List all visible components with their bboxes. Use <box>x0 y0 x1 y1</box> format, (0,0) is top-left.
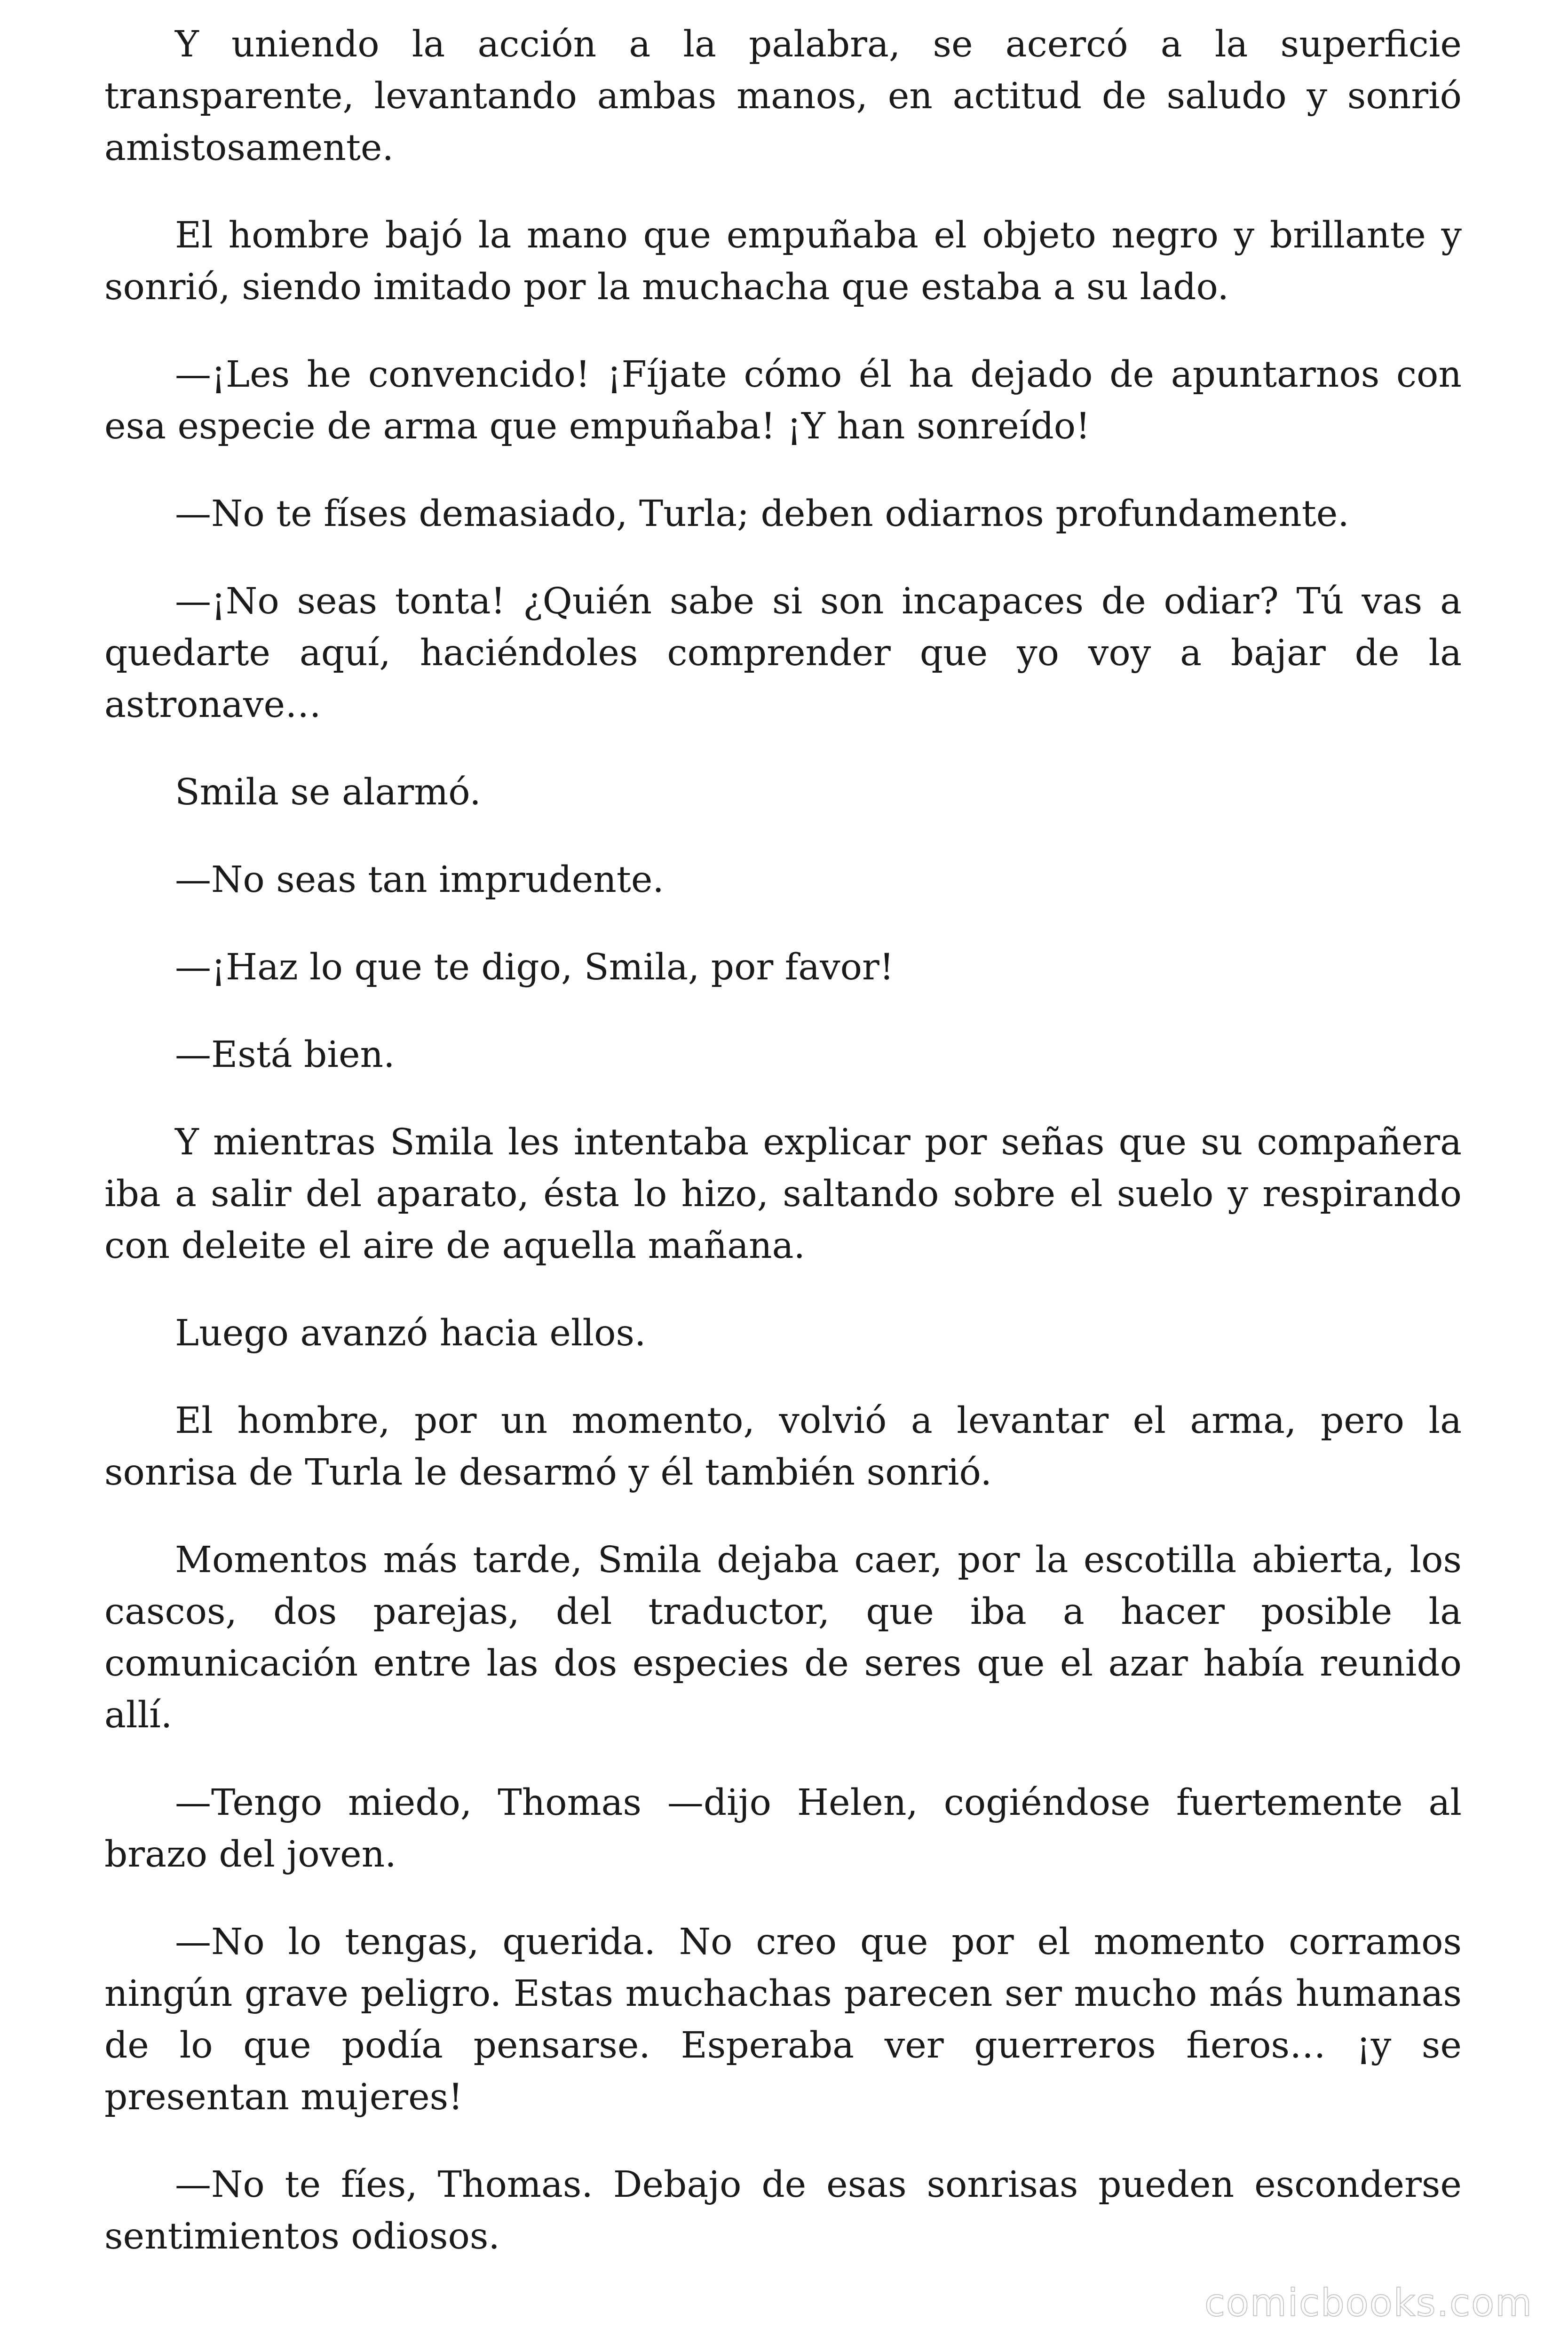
paragraph: —¡No seas tonta! ¿Quién sabe si son incapaces de odiar? Tú vas a quedarte aquí, haciéndoles comprender que yo voy a bajar de la astronave… <box>104 580 1462 726</box>
paragraph: Smila se alarmó. <box>175 771 481 813</box>
paragraph: —¡Haz lo que te digo, Smila, por favor! <box>175 946 894 988</box>
paragraph: Momentos más tarde, Smila dejaba caer, por la escotilla abierta, los cascos, dos parejas, del traductor, que iba a hacer posible la comunicación entre las dos especies de seres que el azar había reunido allí. <box>104 1539 1462 1736</box>
paragraph: —No seas tan imprudente. <box>175 859 664 901</box>
paragraph: Y mientras Smila les intentaba explicar por señas que su compañera iba a salir del aparato, ésta lo hizo, saltando sobre el suelo y respirando con deleite el aire de aquella mañana. <box>104 1121 1462 1267</box>
paragraph: El hombre, por un momento, volvió a levantar el arma, pero la sonrisa de Turla le desarmó y él también sonrió. <box>104 1400 1462 1494</box>
page-body <box>104 19 1462 2298</box>
paragraph: —¡Les he convencido! ¡Fíjate cómo él ha dejado de apuntarnos con esa especie de arma que empuñaba! ¡Y han sonreído! <box>104 354 1462 447</box>
paragraph: —Tengo miedo, Thomas —dijo Helen, cogiéndose fuertemente al brazo del joven. <box>104 1782 1462 1875</box>
paragraph: El hombre bajó la mano que empuñaba el objeto negro y brillante y sonrió, siendo imitado por la muchacha que estaba a su lado. <box>104 215 1462 308</box>
paragraph: Luego avanzó hacia ellos. <box>175 1312 646 1354</box>
paragraph: —No te fíes, Thomas. Debajo de esas sonrisas pueden esconderse sentimientos odiosos. <box>104 2164 1462 2257</box>
paragraph: —No te físes demasiado, Turla; deben odiarnos profundamente. <box>175 493 1349 535</box>
paragraph: —Está bien. <box>175 1034 395 1076</box>
watermark: comicbooks.com <box>1204 2281 1533 2325</box>
paragraph: Y uniendo la acción a la palabra, se acercó a la superficie transparente, levantando ambas manos, en actitud de saludo y sonrió amistosamente. <box>104 24 1462 169</box>
paragraph: —No lo tengas, querida. No creo que por el momento corramos ningún grave peligro. Estas muchachas parecen ser mucho más humanas de lo que podía pensarse. Esperaba ver guerreros fieros… ¡y se presentan mujeres! <box>104 1921 1462 2118</box>
